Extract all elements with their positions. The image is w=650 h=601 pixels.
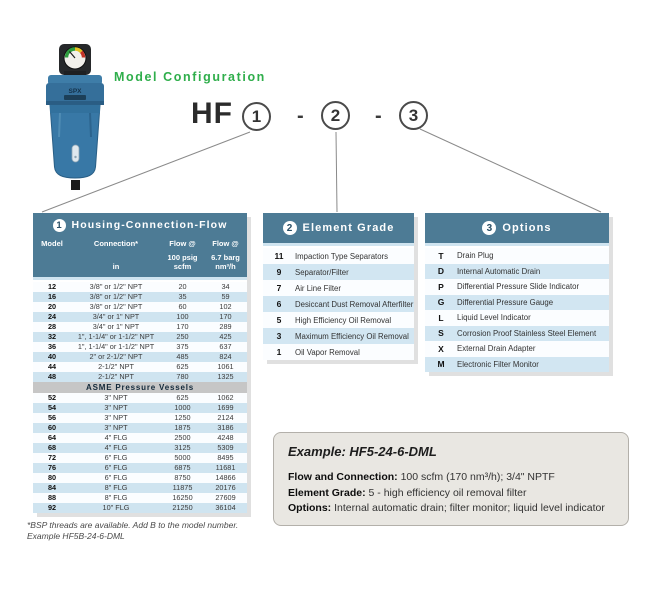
housing-row-54 — [33, 403, 247, 413]
model-cell: 56 — [47, 413, 57, 422]
example-line-label: Flow and Connection: — [288, 471, 398, 483]
housing-row-52 — [33, 393, 247, 403]
flow-scfm-cell: 3125 — [174, 443, 191, 452]
flow-nm3h-cell: 27609 — [215, 493, 236, 502]
flow-nm3h-cell: 1062 — [217, 393, 234, 402]
element-grade-row-5 — [263, 312, 414, 328]
housing-row-40 — [33, 352, 247, 362]
flow-nm3h-cell: 425 — [219, 332, 232, 341]
option-label: Internal Automatic Drain — [457, 266, 541, 276]
flow-nm3h-cell: 1699 — [217, 403, 234, 412]
model-cell: 52 — [47, 393, 57, 402]
element-grade-label: Impaction Type Separators — [295, 251, 389, 261]
col-header-model: Model — [41, 239, 63, 248]
element-grade-row-9 — [263, 264, 414, 280]
model-cell: 24 — [47, 312, 57, 321]
example-line-1: Element Grade: 5 - high efficiency oil removal filter — [288, 486, 527, 499]
model-cell: 92 — [47, 503, 57, 512]
flow-scfm-cell: 250 — [176, 332, 189, 341]
housing-row-88 — [33, 493, 247, 503]
flow-scfm-cell: 780 — [176, 372, 189, 381]
housing-row-92 — [33, 503, 247, 513]
options-rows-group — [425, 248, 609, 372]
element-grade-code: 5 — [276, 315, 282, 325]
digit-circle-2: 2 — [321, 101, 350, 130]
code-dash: - — [297, 105, 304, 127]
element-grade-label: Oil Vapor Removal — [295, 347, 360, 357]
housing-column-headers — [33, 237, 247, 277]
option-label: Electronic Filter Monitor — [457, 359, 539, 369]
flow-nm3h-cell: 102 — [219, 302, 232, 311]
option-label: Liquid Level Indicator — [457, 313, 531, 323]
flow-scfm-cell: 485 — [176, 352, 189, 361]
flow-nm3h-cell: 637 — [219, 342, 232, 351]
connection-cell: 2-1/2" NPT — [98, 372, 134, 381]
element-grade-code: 6 — [276, 299, 282, 309]
options-table — [425, 213, 609, 372]
housing-row-44 — [33, 362, 247, 372]
options-table-header — [425, 213, 609, 243]
brand-text: SPX — [68, 88, 82, 95]
connection-cell: 3/8" or 1/2" NPT — [89, 302, 143, 311]
element-grade-code: 1 — [276, 347, 282, 357]
flow-scfm-cell: 11875 — [172, 483, 193, 492]
option-code: G — [437, 297, 445, 308]
flow-nm3h-cell: 36104 — [215, 503, 236, 512]
example-line-label: Element Grade: — [288, 486, 366, 499]
col-header-flow-scfm: Flow @ 100 psig scfm — [167, 239, 198, 271]
option-row-X — [425, 341, 609, 357]
housing-row-56 — [33, 413, 247, 423]
connection-cell: 6" FLG — [104, 473, 128, 482]
connection-cell: 8" FLG — [104, 493, 128, 502]
element-grade-row-1 — [263, 344, 414, 360]
flow-scfm-cell: 20 — [178, 282, 187, 291]
option-row-M — [425, 357, 609, 373]
flow-scfm-cell: 35 — [178, 292, 187, 301]
flow-scfm-cell: 60 — [178, 302, 187, 311]
asme-section-band: ASME Pressure Vessels — [33, 382, 247, 393]
npt-rows-group — [33, 282, 247, 382]
housing-row-20 — [33, 302, 247, 312]
housing-row-60 — [33, 423, 247, 433]
model-cell: 16 — [47, 292, 57, 301]
filter-bowl — [50, 105, 100, 178]
housing-row-72 — [33, 453, 247, 463]
element-grade-row-3 — [263, 328, 414, 344]
number-2-badge-icon: 2 — [283, 221, 297, 235]
flow-scfm-cell: 375 — [176, 342, 189, 351]
page-title: Model Configuration — [114, 70, 266, 84]
footnote-line2: Example HF5B-24-6-DML — [27, 531, 125, 541]
flow-scfm-cell: 16250 — [172, 493, 193, 502]
option-row-D — [425, 264, 609, 280]
flow-nm3h-cell: 14866 — [215, 473, 236, 482]
element-grade-row-6 — [263, 296, 414, 312]
flow-nm3h-cell: 59 — [221, 292, 230, 301]
footnote-line1: *BSP threads are available. Add B to the model number. — [27, 520, 239, 530]
option-code: D — [437, 266, 445, 277]
option-label: Differential Pressure Slide Indicator — [457, 282, 580, 292]
model-cell: 84 — [47, 483, 57, 492]
connection-cell: 2" or 2-1/2" NPT — [89, 352, 143, 361]
flow-nm3h-cell: 170 — [219, 312, 232, 321]
housing-row-48 — [33, 372, 247, 382]
housing-row-32 — [33, 332, 247, 342]
sight-glass — [72, 145, 79, 162]
flow-nm3h-cell: 4248 — [217, 433, 234, 442]
head-lip — [46, 101, 104, 105]
model-cell: 76 — [47, 463, 57, 472]
flow-scfm-cell: 6875 — [174, 463, 191, 472]
connection-cell: 3" NPT — [104, 393, 128, 402]
option-label: External Drain Adapter — [457, 344, 536, 354]
connection-cell: 1", 1-1/4" or 1-1/2" NPT — [77, 332, 155, 341]
connection-cell: 3" NPT — [104, 403, 128, 412]
connection-cell: 1", 1-1/4" or 1-1/2" NPT — [77, 342, 155, 351]
element-grade-code: 11 — [274, 251, 284, 261]
model-cell: 36 — [47, 342, 57, 351]
flow-nm3h-cell: 824 — [219, 352, 232, 361]
connection-cell: 3" NPT — [104, 423, 128, 432]
bowl-highlight — [59, 113, 60, 137]
element-grade-label: High Efficiency Oil Removal — [295, 315, 392, 325]
flow-nm3h-cell: 11681 — [215, 463, 236, 472]
option-label: Corrosion Proof Stainless Steel Element — [457, 328, 597, 338]
model-cell: 60 — [47, 423, 57, 432]
housing-row-28 — [33, 322, 247, 332]
flow-scfm-cell: 2500 — [174, 433, 191, 442]
digit-circle-3: 3 — [399, 101, 428, 130]
element-grade-row-11 — [263, 248, 414, 264]
element-grade-code: 7 — [276, 283, 282, 293]
housing-row-84 — [33, 483, 247, 493]
example-lines — [288, 470, 614, 517]
flow-scfm-cell: 8750 — [174, 473, 191, 482]
example-box — [273, 432, 629, 526]
option-code: L — [438, 312, 444, 323]
connection-cell: 6" FLG — [104, 463, 128, 472]
model-cell: 72 — [47, 453, 57, 462]
filter-product-image — [34, 42, 116, 194]
flow-nm3h-cell: 3186 — [217, 423, 234, 432]
flow-scfm-cell: 1000 — [174, 403, 191, 412]
model-cell: 32 — [47, 332, 57, 341]
digit-circle-1: 1 — [242, 102, 271, 131]
option-row-S — [425, 326, 609, 342]
element-grade-label: Air Line Filter — [295, 283, 341, 293]
model-cell: 64 — [47, 433, 57, 442]
model-cell: 20 — [47, 302, 57, 311]
col-header-flow-nm3h: Flow @ 6.7 barg nm³/h — [211, 239, 240, 271]
model-cell: 12 — [47, 282, 57, 291]
asme-rows-group — [33, 393, 247, 513]
connection-cell: 3/4" or 1" NPT — [92, 322, 140, 331]
number-3-badge-icon: 3 — [482, 221, 496, 235]
housing-row-36 — [33, 342, 247, 352]
element-grade-row-7 — [263, 280, 414, 296]
flow-nm3h-cell: 5309 — [217, 443, 234, 452]
flow-scfm-cell: 625 — [176, 393, 189, 402]
housing-table-header — [33, 213, 247, 237]
option-label: Differential Pressure Gauge — [457, 297, 554, 307]
element-grade-table — [263, 213, 414, 360]
flow-nm3h-cell: 2124 — [217, 413, 234, 422]
option-row-P — [425, 279, 609, 295]
housing-connection-flow-table — [33, 213, 247, 513]
option-label: Drain Plug — [457, 251, 494, 261]
model-cell: 48 — [47, 372, 57, 381]
flow-nm3h-cell: 1061 — [217, 362, 234, 371]
flow-nm3h-cell: 8495 — [217, 453, 234, 462]
connection-cell: 4" FLG — [104, 433, 128, 442]
option-row-T — [425, 248, 609, 264]
flow-nm3h-cell: 289 — [219, 322, 232, 331]
housing-row-76 — [33, 463, 247, 473]
model-cell: 40 — [47, 352, 57, 361]
element-table-header — [263, 213, 414, 243]
option-row-L — [425, 310, 609, 326]
flow-nm3h-cell: 34 — [221, 282, 230, 291]
connection-cell: 6" FLG — [104, 453, 128, 462]
number-1-badge-icon: 1 — [53, 219, 66, 232]
flow-nm3h-cell: 20176 — [215, 483, 236, 492]
flow-nm3h-cell: 1325 — [217, 372, 234, 381]
connection-cell: 3/4" or 1" NPT — [92, 312, 140, 321]
bowl-shoulder — [50, 105, 100, 113]
flow-scfm-cell: 100 — [176, 312, 189, 321]
housing-row-80 — [33, 473, 247, 483]
model-prefix: HF — [191, 97, 233, 130]
example-line-label: Options: — [288, 502, 332, 514]
option-code: S — [438, 328, 444, 339]
connection-cell: 10" FLG — [102, 503, 130, 512]
element-grade-code: 3 — [276, 331, 282, 341]
housing-row-12 — [33, 282, 247, 292]
connection-cell: 4" FLG — [104, 443, 128, 452]
footnote — [27, 520, 238, 542]
option-code: T — [438, 250, 444, 261]
option-code: X — [438, 343, 444, 354]
drain-stub — [71, 180, 80, 190]
connection-cell: 3/8" or 1/2" NPT — [89, 282, 143, 291]
brand-label — [64, 95, 86, 100]
element-table-title: Element Grade — [302, 222, 395, 234]
bowl-shade — [90, 113, 91, 137]
example-line-2: Options: Internal automatic drain; filter monitor; liquid level indicator — [288, 502, 605, 514]
model-cell: 28 — [47, 322, 57, 331]
model-cell: 80 — [47, 473, 57, 482]
code-dash: - — [375, 105, 382, 127]
flow-scfm-cell: 1250 — [174, 413, 191, 422]
options-table-title: Options — [502, 222, 552, 234]
flow-scfm-cell: 5000 — [174, 453, 191, 462]
example-line-0: Flow and Connection: 100 scfm (170 nm³/h); 3/4" NPTF — [288, 471, 555, 483]
model-cell: 44 — [47, 362, 57, 371]
model-cell: 54 — [47, 403, 57, 412]
sight-glass-dot — [74, 156, 76, 158]
element-grade-code: 9 — [276, 267, 282, 277]
housing-row-68 — [33, 443, 247, 453]
col-header-connection: Connection* in — [93, 239, 139, 271]
option-code: M — [437, 359, 445, 370]
housing-table-title: Housing-Connection-Flow — [71, 219, 228, 231]
housing-row-64 — [33, 433, 247, 443]
housing-row-24 — [33, 312, 247, 322]
flow-scfm-cell: 1875 — [174, 423, 191, 432]
option-code: P — [438, 281, 444, 292]
element-rows-group — [263, 248, 414, 360]
flow-scfm-cell: 170 — [176, 322, 189, 331]
housing-row-16 — [33, 292, 247, 302]
connection-cell: 3/8" or 1/2" NPT — [89, 292, 143, 301]
flow-scfm-cell: 625 — [176, 362, 189, 371]
element-grade-label: Maximum Efficiency Oil Removal — [295, 331, 409, 341]
connection-cell: 2-1/2" NPT — [98, 362, 134, 371]
element-grade-label: Desiccant Dust Removal Afterfilter — [295, 299, 414, 309]
model-cell: 88 — [47, 493, 57, 502]
flow-scfm-cell: 21250 — [172, 503, 193, 512]
element-grade-label: Separator/Filter — [295, 267, 349, 277]
example-title: Example: HF5-24-6-DML — [288, 444, 437, 459]
option-row-G — [425, 295, 609, 311]
connection-cell: 3" NPT — [104, 413, 128, 422]
connection-cell: 8" FLG — [104, 483, 128, 492]
model-cell: 68 — [47, 443, 57, 452]
